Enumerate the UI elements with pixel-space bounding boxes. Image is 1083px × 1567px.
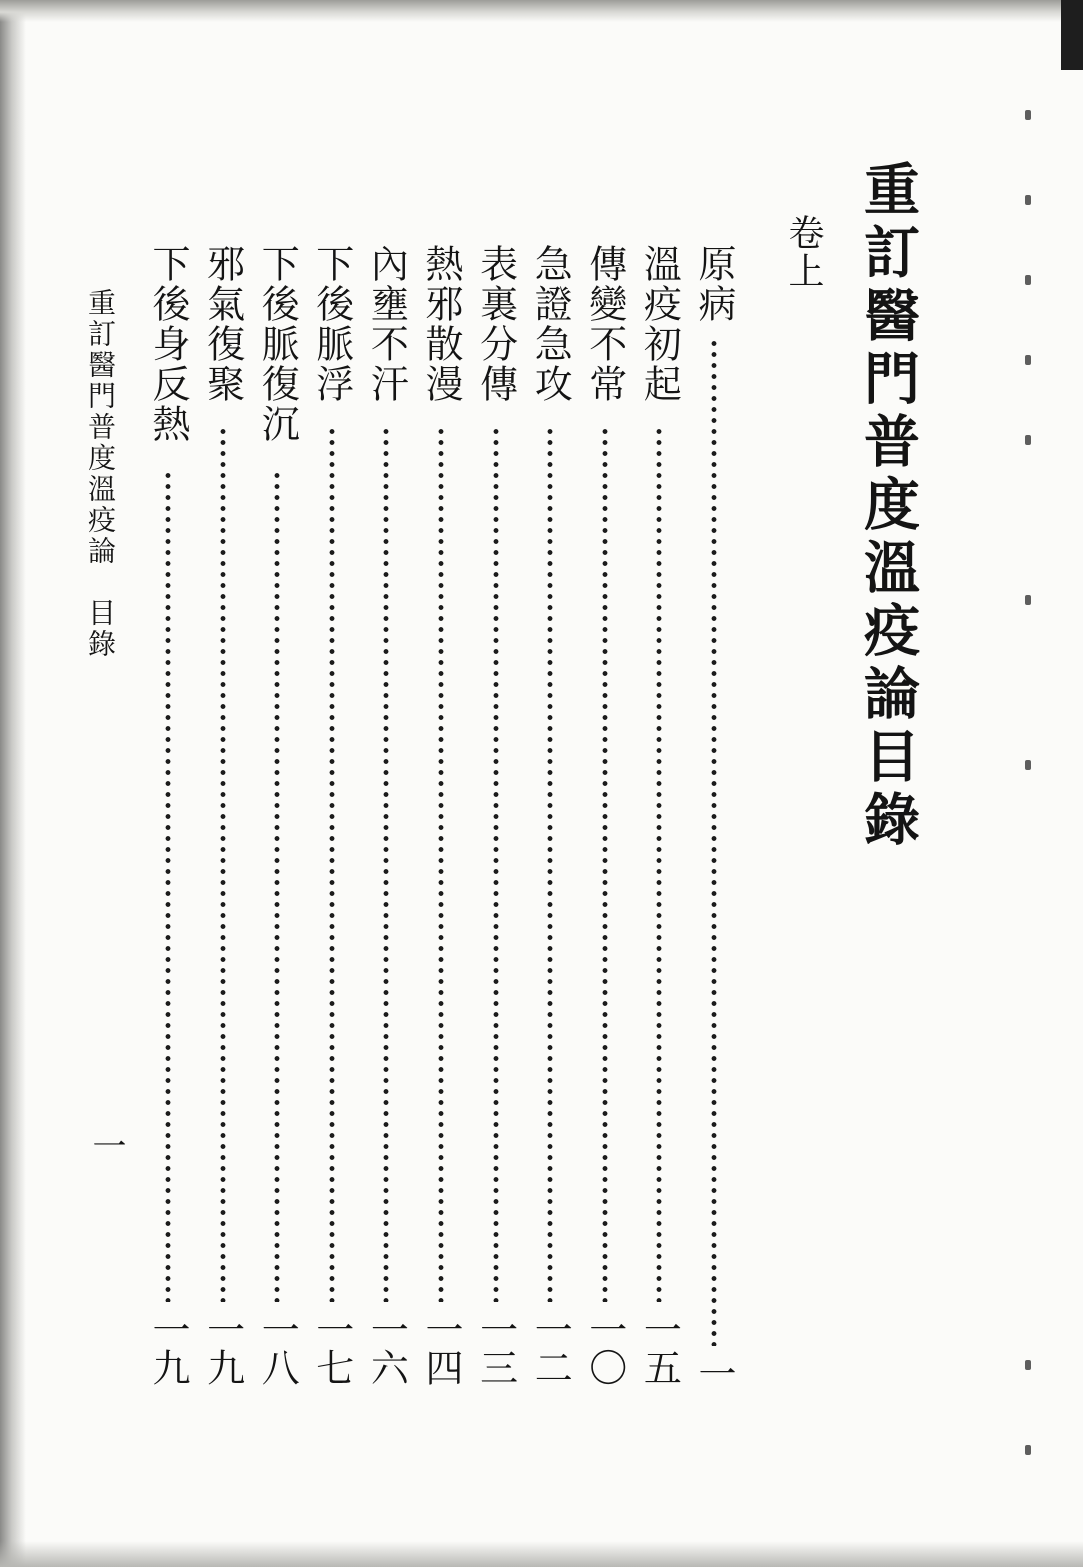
- bleed-through-mark: [1025, 1360, 1031, 1370]
- toc-entry: [255, 244, 299, 1469]
- dot-leader: [547, 426, 553, 1302]
- toc-page-number: 一〇: [582, 1310, 627, 1386]
- toc-page-number: 一: [692, 1354, 736, 1392]
- toc-entry-title: 下後脈復沉: [255, 244, 300, 444]
- toc-entry: [419, 244, 463, 1469]
- dot-leader: [274, 470, 280, 1302]
- toc-entry: [310, 244, 354, 1469]
- folio-number: 一: [86, 1128, 126, 1162]
- volume-heading: 卷上: [783, 214, 824, 290]
- scan-edge-corner: [1061, 0, 1083, 70]
- dot-leader: [602, 426, 608, 1302]
- bleed-through-mark: [1025, 355, 1031, 365]
- page-title: 重訂醫門普度溫疫論目錄: [855, 160, 921, 853]
- toc-page-number: 一六: [364, 1310, 409, 1386]
- bleed-through-mark: [1025, 760, 1031, 770]
- toc-entry: [583, 244, 627, 1469]
- toc-entry-title: 下後身反熱: [146, 244, 190, 444]
- toc-page-number: 一九: [146, 1310, 190, 1386]
- bleed-through-mark: [1025, 595, 1031, 605]
- toc-page-number: 一七: [309, 1310, 354, 1386]
- bleed-through-mark: [1025, 195, 1031, 205]
- scan-edge-bottom: [0, 1541, 1083, 1567]
- toc-entry: [364, 244, 408, 1469]
- toc-entry-title: 急證急攻: [528, 244, 573, 404]
- toc-entry-title: 下後脈浮: [309, 244, 354, 404]
- toc-entry: [146, 244, 190, 1469]
- bleed-through-mark: [1025, 110, 1031, 120]
- toc-entry-title: 溫疫初起: [637, 244, 682, 404]
- toc-entry: [637, 244, 681, 1469]
- toc-entry: [474, 244, 518, 1469]
- toc-entry-title: 邪氣復聚: [200, 244, 245, 404]
- toc-page-number: 一八: [255, 1310, 300, 1386]
- dot-leader: [711, 338, 717, 1346]
- toc-entry-title: 傳變不常: [582, 244, 627, 404]
- bleed-through-mark: [1025, 1445, 1031, 1455]
- toc-entry-title: 原病: [692, 244, 736, 324]
- scan-edge-left: [0, 0, 26, 1567]
- toc-entry: [692, 244, 736, 1469]
- scan-edge-top: [0, 0, 1083, 22]
- toc-entry-title: 熱邪散漫: [419, 244, 463, 404]
- dot-leader: [438, 426, 444, 1302]
- dot-leader: [383, 426, 389, 1302]
- dot-leader: [656, 426, 662, 1302]
- bleed-through-mark: [1025, 275, 1031, 285]
- toc-entry-title: 表裏分傳: [473, 244, 518, 404]
- toc-entry-title: 內壅不汗: [364, 244, 409, 404]
- toc-entry: [201, 244, 245, 1469]
- toc-entry: [528, 244, 572, 1469]
- dot-leader: [220, 426, 226, 1302]
- toc-page-number: 一二: [528, 1310, 573, 1386]
- running-head: 重訂醫門普度溫疫論 目錄: [84, 288, 117, 660]
- bleed-through-mark: [1025, 435, 1031, 445]
- toc-page-number: 一四: [419, 1310, 463, 1386]
- toc-page-number: 一三: [473, 1310, 518, 1386]
- dot-leader: [165, 470, 171, 1302]
- dot-leader: [493, 426, 499, 1302]
- toc-page-number: 一九: [200, 1310, 245, 1386]
- toc-page-number: 一五: [637, 1310, 682, 1386]
- dot-leader: [329, 426, 335, 1302]
